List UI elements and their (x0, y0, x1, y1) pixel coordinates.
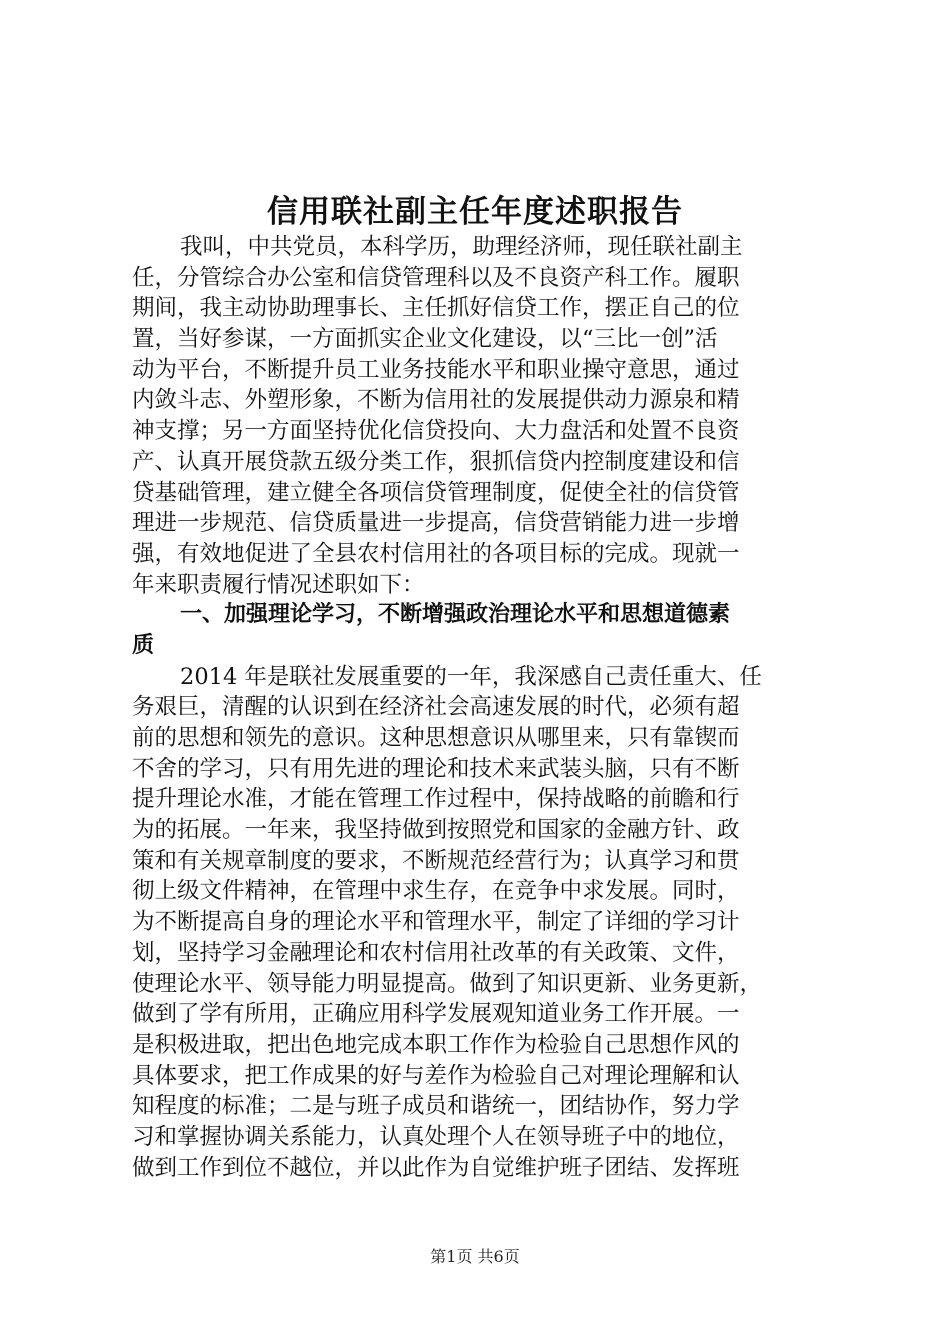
body-line: 做到工作到位不越位，并以此作为自觉维护班子团结、发挥班 (132, 1154, 740, 1181)
body-line: 彻上级文件精神，在管理中求生存，在竞争中求发展。同时， (132, 878, 740, 905)
body-line: 为不断提高自身的理论水平和管理水平，制定了详细的学习计 (132, 909, 740, 936)
body-line: 不舍的学习，只有用先进的理论和技术来武装头脑，只有不断 (132, 755, 740, 782)
section-heading-continued: 质 (132, 632, 155, 658)
body-line: 任，分管综合办公室和信贷管理科以及不良资产科工作。履职 (132, 264, 740, 291)
document-title: 信用联社副主任年度述职报告 (267, 194, 683, 230)
body-line: 神支撑；另一方面坚持优化信贷投向、大力盘活和处置不良资 (132, 418, 740, 445)
document-body (132, 232, 832, 1183)
body-line: 策和有关规章制度的要求，不断规范经营行为；认真学习和贯 (132, 847, 740, 874)
body-line: 期间，我主动协助理事长、主任抓好信贷工作，摆正自己的位 (132, 295, 740, 322)
body-line: 置，当好参谋，一方面抓实企业文化建设，以“三比一创”活 (132, 326, 718, 353)
section-heading: 一、加强理论学习，不断增强政治理论水平和思想道德素 (180, 602, 731, 628)
body-line: 提升理论水准，才能在管理工作过程中，保持战略的前瞻和行 (132, 786, 740, 813)
body-line: 动为平台，不断提升员工业务技能水平和职业操守意思，通过 (132, 356, 740, 383)
body-line: 为的拓展。一年来，我坚持做到按照党和国家的金融方针、政 (132, 817, 740, 844)
body-line: 具体要求，把工作成果的好与差作为检验自己对理论理解和认 (132, 1062, 740, 1089)
body-line: 做到了学有所用，正确应用科学发展观知道业务工作开展。一 (132, 1001, 740, 1028)
body-line: 贷基础管理，建立健全各项信贷管理制度，促使全社的信贷管 (132, 479, 740, 506)
body-line: 前的思想和领先的意识。这种思想意识从哪里来，只有靠锲而 (132, 725, 740, 751)
body-line: 理进一步规范、信贷质量进一步提高，信贷营销能力进一步增 (132, 510, 740, 537)
body-line: 内敛斗志、外塑形象，不断为信用社的发展提供动力源泉和精 (132, 387, 740, 414)
body-line: 务艰巨，清醒的认识到在经济社会高速发展的时代，必须有超 (132, 694, 740, 721)
body-line: 知程度的标准；二是与班子成员和谐统一，团结协作，努力学 (132, 1093, 740, 1120)
body-line: 我叫，中共党员，本科学历，助理经济师，现任联社副主 (180, 234, 743, 260)
body-line: 习和掌握协调关系能力，认真处理个人在领导班子中的地位， (132, 1123, 740, 1150)
body-line: 使理论水平、领导能力明显提高。做到了知识更新、业务更新， (132, 970, 763, 997)
body-line: 是积极进取，把出色地完成本职工作作为检验自己思想作风的 (132, 1031, 740, 1058)
page-footer: 第1页 共6页 (430, 1247, 520, 1266)
body-line: 年来职责履行情况述职如下： (132, 571, 425, 598)
body-line: 强，有效地促进了全县农村信用社的各项目标的完成。现就一 (132, 540, 740, 567)
body-line: 划，坚持学习金融理论和农村信用社改革的有关政策、文件， (132, 939, 740, 966)
body-line: 2014 年是联社发展重要的一年，我深感自己责任重大、任 (180, 663, 762, 690)
body-line: 产、认真开展贷款五级分类工作，狠抓信贷内控制度建设和信 (132, 448, 740, 475)
